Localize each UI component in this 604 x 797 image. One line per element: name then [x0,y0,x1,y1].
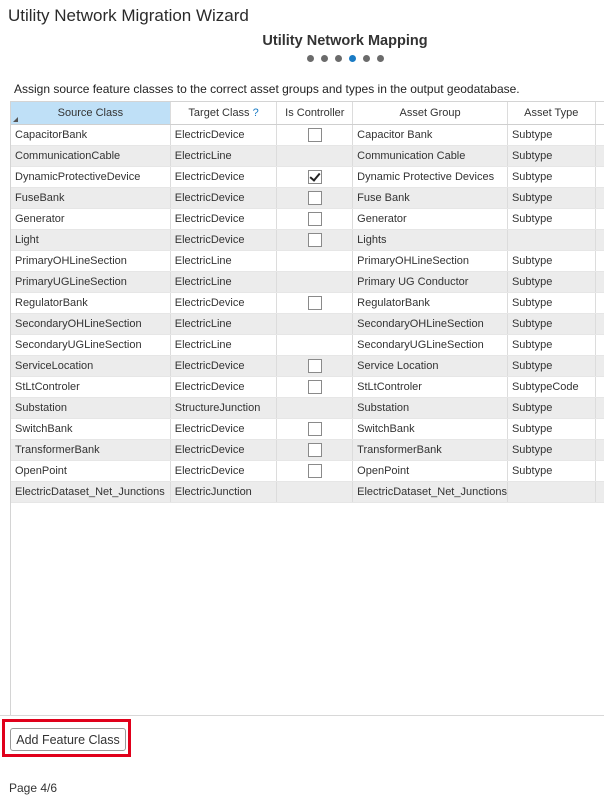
is-controller-cell [277,314,353,335]
table-row[interactable] [11,272,604,293]
column-header-source-class[interactable] [11,102,170,125]
table-row[interactable] [11,146,604,167]
filler-cell [595,356,604,377]
footer-divider [0,715,604,716]
is-controller-cell [277,356,353,377]
asset-group-cell[interactable]: PrimaryOHLineSection [353,251,508,272]
source-class-cell[interactable]: StLtControler [11,377,170,398]
source-class-cell[interactable]: PrimaryUGLineSection [11,272,170,293]
asset-group-cell[interactable]: ElectricDataset_Net_Junctions [353,482,508,503]
target-class-cell[interactable]: ElectricDevice [170,461,277,482]
is-controller-cell [277,167,353,188]
target-class-cell[interactable]: ElectricDevice [170,125,277,146]
column-header-label: Is Controller [285,107,345,119]
asset-group-cell[interactable]: TransformerBank [353,440,508,461]
header-row [11,102,604,125]
is-controller-checkbox[interactable] [308,359,322,373]
asset-type-cell[interactable]: Subtype [507,167,595,188]
source-class-cell[interactable]: OpenPoint [11,461,170,482]
step-dot [335,55,342,62]
asset-type-cell[interactable]: Subtype [507,314,595,335]
is-controller-checkbox[interactable] [308,128,322,142]
source-class-cell[interactable]: CommunicationCable [11,146,170,167]
is-controller-cell [277,272,353,293]
table-row[interactable] [11,293,604,314]
filler-cell [595,335,604,356]
table-row[interactable] [11,209,604,230]
source-class-cell[interactable]: DynamicProtectiveDevice [11,167,170,188]
instructions-text: Assign source feature classes to the correct asset groups and types in the output geodatabase. [14,82,520,96]
target-class-cell[interactable]: ElectricLine [170,314,277,335]
filler-cell [595,146,604,167]
is-controller-checkbox[interactable] [308,380,322,394]
target-class-cell[interactable]: ElectricJunction [170,482,277,503]
target-class-cell[interactable]: StructureJunction [170,398,277,419]
target-class-cell[interactable]: ElectricDevice [170,419,277,440]
is-controller-checkbox[interactable] [308,212,322,226]
asset-type-cell[interactable]: Subtype [507,356,595,377]
target-class-cell[interactable]: ElectricDevice [170,440,277,461]
is-controller-checkbox[interactable] [308,191,322,205]
filler-cell [595,293,604,314]
target-class-cell[interactable]: ElectricDevice [170,377,277,398]
help-icon[interactable]: ? [252,107,259,119]
is-controller-cell [277,146,353,167]
column-header-is-controller[interactable] [277,102,353,125]
is-controller-cell [277,419,353,440]
asset-type-cell[interactable]: Subtype [507,251,595,272]
column-header-label: Source Class [57,107,124,119]
is-controller-cell [277,482,353,503]
source-class-cell[interactable]: SecondaryOHLineSection [11,314,170,335]
is-controller-cell [277,440,353,461]
filler-cell [595,251,604,272]
filler-cell [595,461,604,482]
is-controller-checkbox[interactable] [308,443,322,457]
asset-type-cell[interactable]: Subtype [507,272,595,293]
source-class-cell[interactable]: Light [11,230,170,251]
target-class-cell[interactable]: ElectricLine [170,251,277,272]
table-row[interactable] [11,125,604,146]
source-class-cell[interactable]: SecondaryUGLineSection [11,335,170,356]
table-row[interactable] [11,356,604,377]
filler-cell [595,398,604,419]
table-row[interactable] [11,314,604,335]
asset-type-cell[interactable]: Subtype [507,293,595,314]
column-header-asset-type[interactable] [507,102,595,125]
asset-group-cell[interactable]: SwitchBank [353,419,508,440]
source-class-cell[interactable]: ElectricDataset_Net_Junctions [11,482,170,503]
is-controller-cell [277,188,353,209]
asset-group-cell[interactable]: Primary UG Conductor [353,272,508,293]
asset-type-cell[interactable]: Subtype [507,146,595,167]
source-class-cell[interactable]: Generator [11,209,170,230]
target-class-cell[interactable]: ElectricDevice [170,230,277,251]
step-dot [307,55,314,62]
column-header-target-class[interactable] [170,102,277,125]
add-feature-class-button[interactable]: Add Feature Class [10,728,126,751]
source-class-cell[interactable]: FuseBank [11,188,170,209]
table-row[interactable] [11,419,604,440]
filler-cell [595,482,604,503]
asset-group-cell[interactable]: OpenPoint [353,461,508,482]
page-indicator: Page 4/6 [9,781,58,795]
asset-group-cell[interactable]: Dynamic Protective Devices [353,167,508,188]
table-row[interactable] [11,377,604,398]
column-header-label: Asset Group [399,107,461,119]
source-class-cell[interactable]: CapacitorBank [11,125,170,146]
column-header-filler [595,102,604,125]
is-controller-cell [277,125,353,146]
target-class-cell[interactable]: ElectricDevice [170,188,277,209]
asset-group-cell[interactable]: Service Location [353,356,508,377]
is-controller-cell [277,251,353,272]
filler-cell [595,167,604,188]
asset-group-cell[interactable]: Generator [353,209,508,230]
wizard-title: Utility Network Migration Wizard [8,6,249,25]
source-class-cell[interactable]: Substation [11,398,170,419]
source-class-cell[interactable]: SwitchBank [11,419,170,440]
asset-group-cell[interactable]: Substation [353,398,508,419]
source-class-cell[interactable]: PrimaryOHLineSection [11,251,170,272]
target-class-cell[interactable]: ElectricLine [170,272,277,293]
filler-cell [595,440,604,461]
table-row[interactable] [11,188,604,209]
step-progress-dots [0,55,604,62]
filler-cell [595,419,604,440]
sort-ascending-icon [13,117,18,122]
filler-cell [595,209,604,230]
asset-type-cell[interactable]: Subtype [507,461,595,482]
filler-cell [595,314,604,335]
is-controller-cell [277,293,353,314]
asset-group-cell[interactable]: SecondaryUGLineSection [353,335,508,356]
is-controller-cell [277,461,353,482]
filler-cell [595,230,604,251]
asset-type-cell[interactable]: Subtype [507,335,595,356]
column-header-label: Target Class [188,107,250,119]
feature-class-mapping-grid[interactable] [10,101,604,716]
asset-group-cell[interactable]: Lights [353,230,508,251]
table-row[interactable] [11,398,604,419]
asset-group-cell[interactable]: Capacitor Bank [353,125,508,146]
asset-type-cell[interactable]: Subtype [507,125,595,146]
step-dot [321,55,328,62]
step-dot [377,55,384,62]
column-header-label: Asset Type [524,107,579,119]
is-controller-cell [277,209,353,230]
is-controller-checkbox[interactable] [308,296,322,310]
filler-cell [595,272,604,293]
step-dot-active [349,55,356,62]
target-class-cell[interactable]: ElectricLine [170,146,277,167]
column-header-asset-group[interactable] [353,102,508,125]
is-controller-checkbox[interactable] [308,422,322,436]
mapping-table [11,102,604,503]
is-controller-cell [277,335,353,356]
target-class-cell[interactable]: ElectricLine [170,335,277,356]
asset-type-cell[interactable] [507,482,595,503]
filler-cell [595,188,604,209]
asset-group-cell[interactable]: Communication Cable [353,146,508,167]
asset-type-cell[interactable]: Subtype [507,188,595,209]
table-row[interactable] [11,167,604,188]
filler-cell [595,377,604,398]
asset-group-cell[interactable]: Fuse Bank [353,188,508,209]
is-controller-checkbox[interactable] [308,170,322,184]
asset-group-cell[interactable]: RegulatorBank [353,293,508,314]
filler-cell [595,125,604,146]
target-class-cell[interactable]: ElectricDevice [170,167,277,188]
table-row[interactable] [11,461,604,482]
is-controller-checkbox[interactable] [308,233,322,247]
asset-group-cell[interactable]: StLtControler [353,377,508,398]
asset-type-cell[interactable] [507,230,595,251]
target-class-cell[interactable]: ElectricDevice [170,293,277,314]
asset-type-cell[interactable]: Subtype [507,398,595,419]
source-class-cell[interactable]: TransformerBank [11,440,170,461]
target-class-cell[interactable]: ElectricDevice [170,356,277,377]
table-row[interactable] [11,482,604,503]
table-row[interactable] [11,440,604,461]
table-row[interactable] [11,335,604,356]
is-controller-cell [277,377,353,398]
asset-type-cell[interactable]: Subtype [507,419,595,440]
is-controller-checkbox[interactable] [308,464,322,478]
is-controller-cell [277,398,353,419]
is-controller-cell [277,230,353,251]
asset-group-cell[interactable]: SecondaryOHLineSection [353,314,508,335]
source-class-cell[interactable]: ServiceLocation [11,356,170,377]
asset-type-cell[interactable]: Subtype [507,440,595,461]
target-class-cell[interactable]: ElectricDevice [170,209,277,230]
asset-type-cell[interactable]: SubtypeCode [507,377,595,398]
table-row[interactable] [11,230,604,251]
step-dot [363,55,370,62]
table-row[interactable] [11,251,604,272]
step-title: Utility Network Mapping [262,33,428,49]
asset-type-cell[interactable]: Subtype [507,209,595,230]
source-class-cell[interactable]: RegulatorBank [11,293,170,314]
mapping-table-body [11,125,604,503]
